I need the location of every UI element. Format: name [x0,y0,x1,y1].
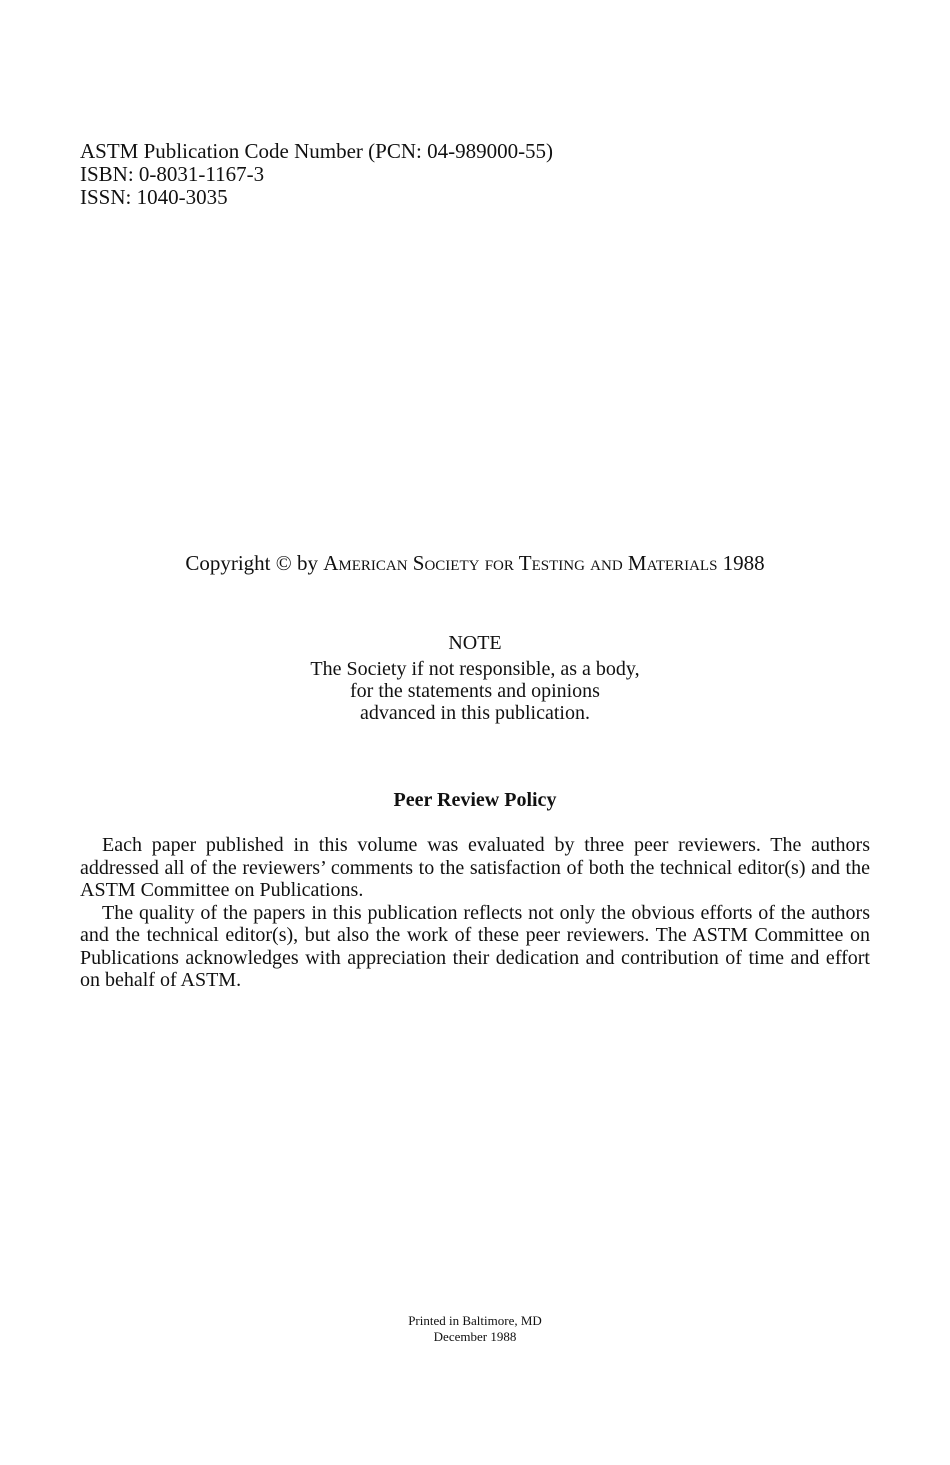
note-line: for the statements and opinions [350,680,600,702]
peer-review-title: Peer Review Policy [393,789,557,811]
imprint-date: December 1988 [433,1329,517,1344]
publication-info [80,140,553,209]
note-line: advanced in this publication. [360,702,590,724]
copyright-publisher: American Society for Testing and Materials [323,551,718,575]
isbn-line: ISBN: 0-8031-1167-3 [80,162,265,186]
copyright-line [0,551,950,575]
peer-review-body [80,834,870,992]
note-block [0,632,950,724]
copyright-year: 1988 [722,551,765,575]
issn-line: ISSN: 1040-3035 [80,185,228,209]
peer-review-paragraph: The quality of the papers in this publication reflects not only the obvious efforts of the authors and the technical editor(s), but also the work of these peer reviewers. The ASTM Committee on Publications acknowledges with appreciation their dedication and contribution of time and effort on behalf of ASTM. [80,901,870,991]
pcn-line: ASTM Publication Code Number (PCN: 04-989000-55) [80,139,554,163]
peer-review-paragraph: Each paper published in this volume was evaluated by three peer reviewers. The authors addressed all of the reviewers’ comments to the satisfaction of both the technical editor(s) and the ASTM Committee on Publications. [80,834,870,901]
copyright-prefix: Copyright © by [185,551,318,575]
imprint [0,1313,950,1345]
imprint-place: Printed in Baltimore, MD [408,1313,542,1328]
note-line: The Society if not responsible, as a body, [310,658,640,680]
note-title: NOTE [448,632,502,654]
